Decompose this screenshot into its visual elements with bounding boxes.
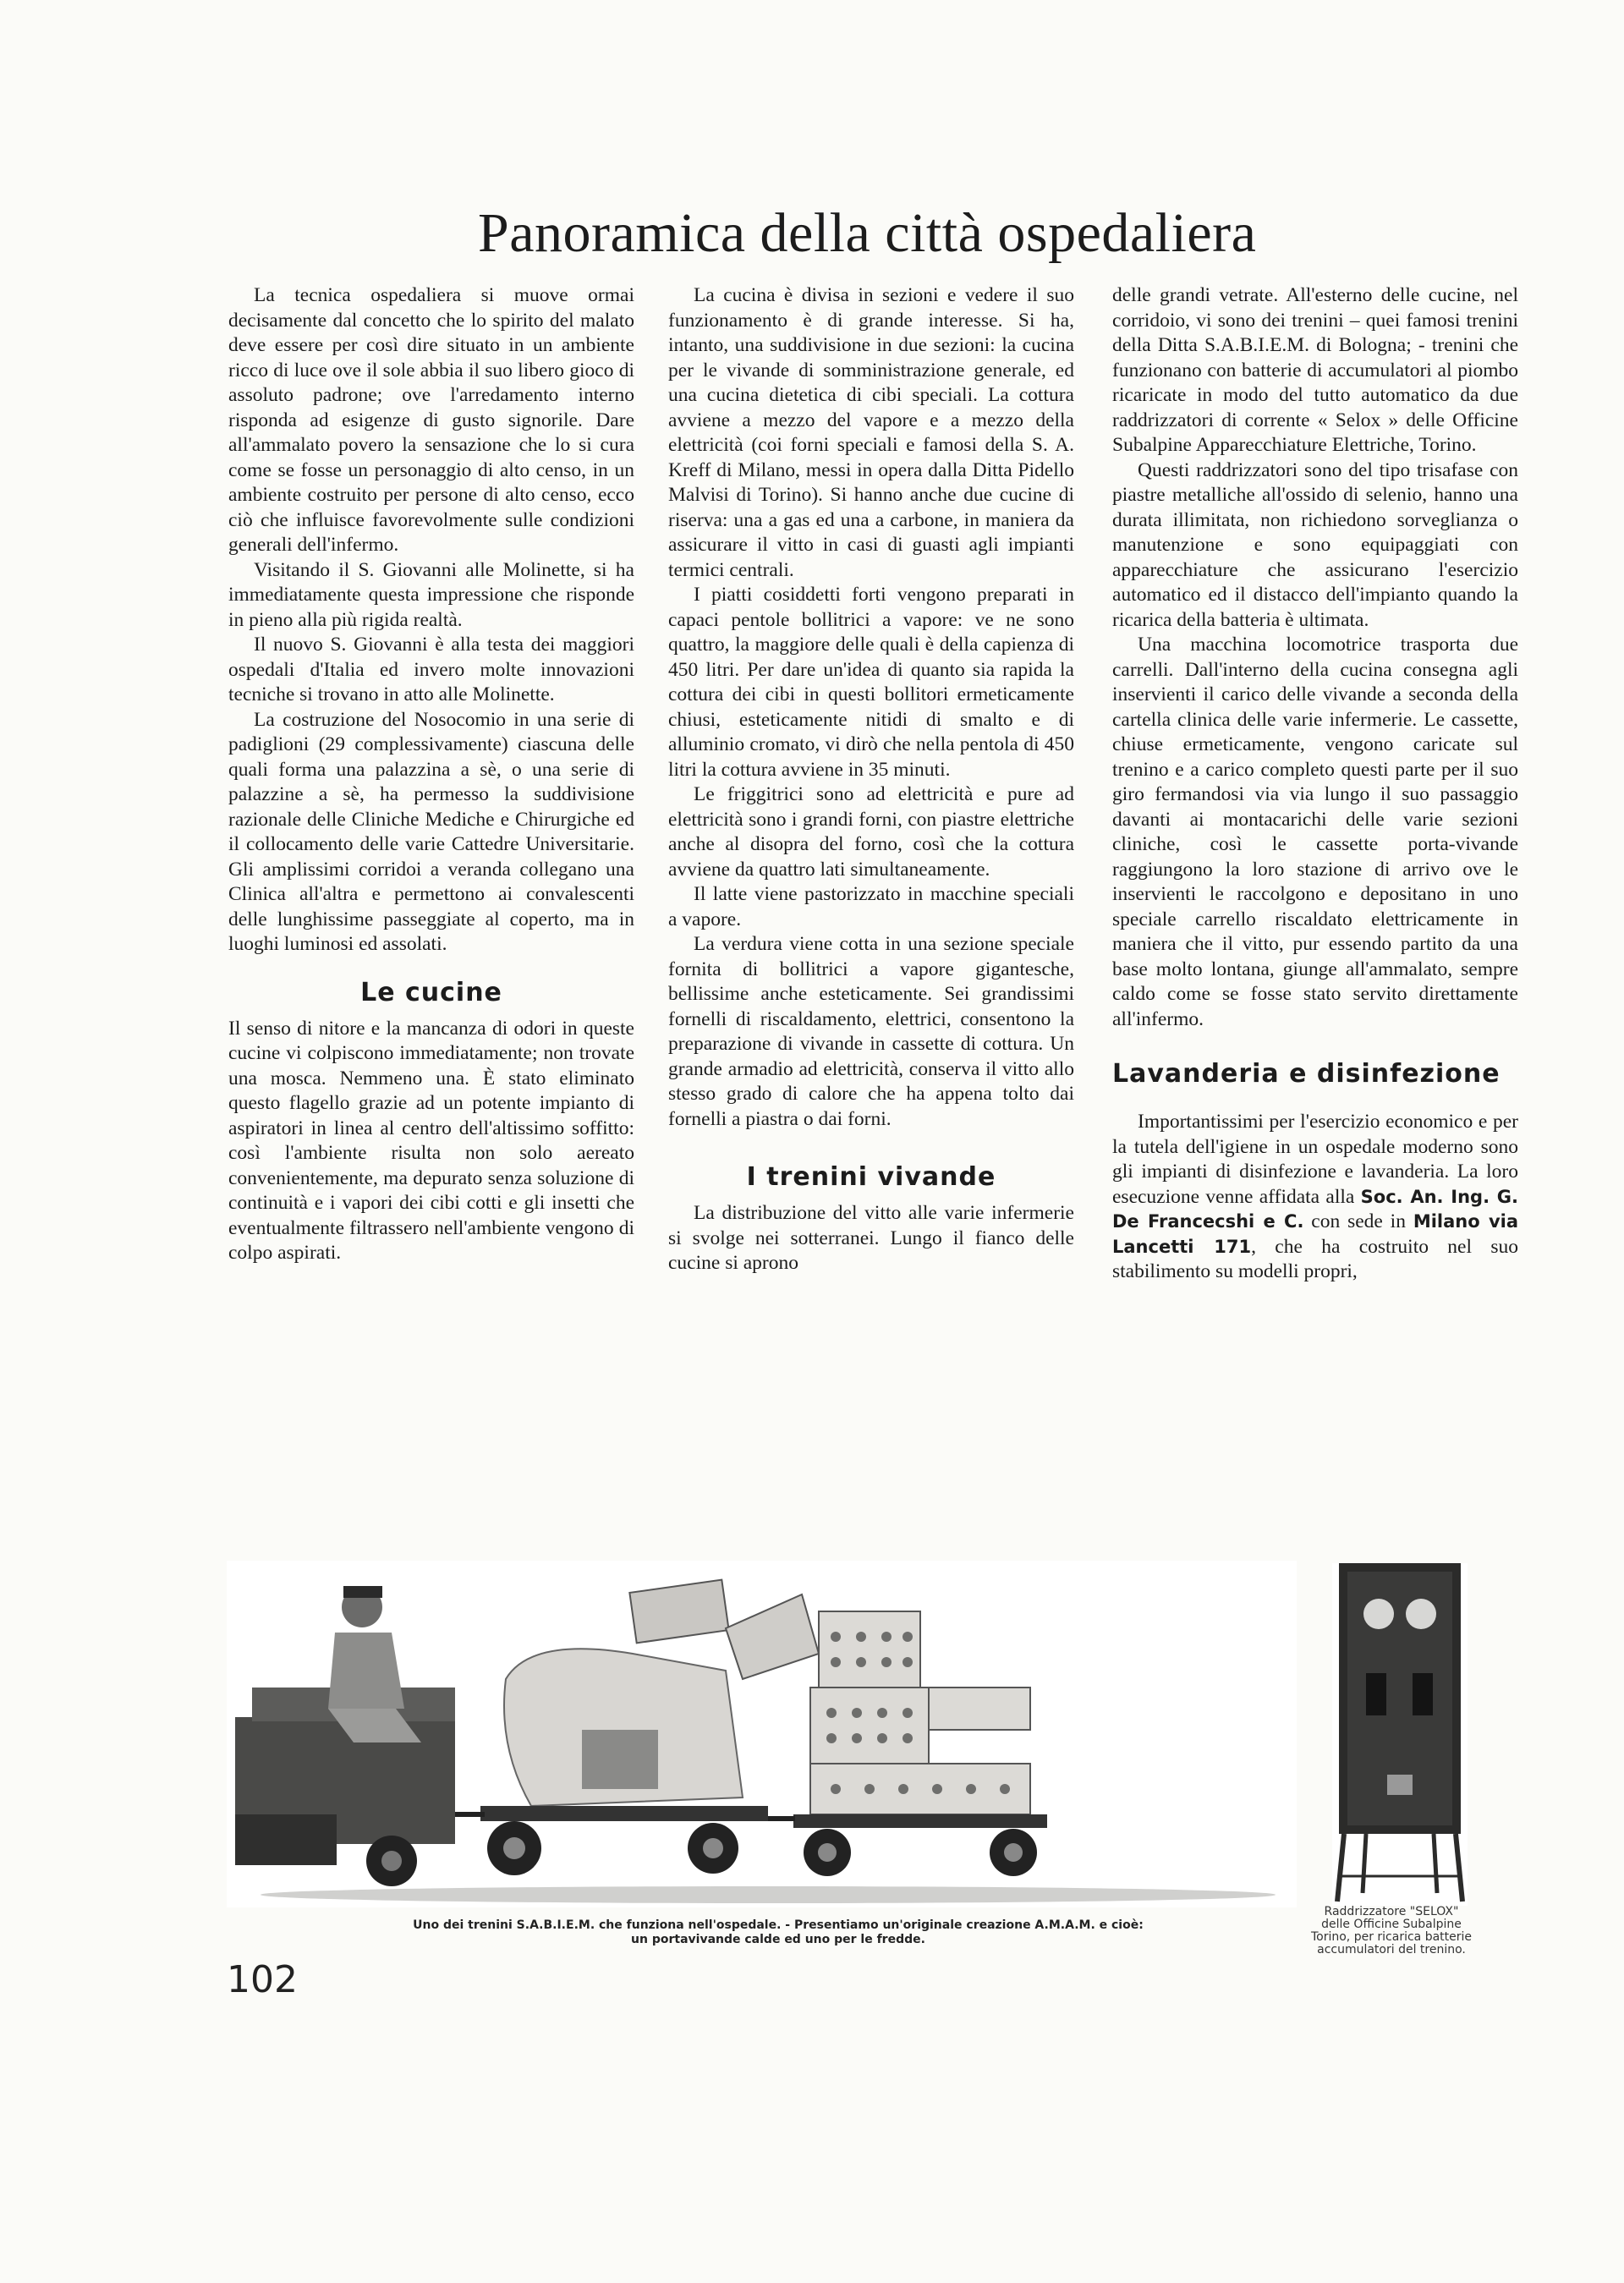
caption-line: accumulatori del trenino. xyxy=(1317,1943,1466,1956)
paragraph xyxy=(1112,1110,1518,1285)
caption-line: Raddrizzatore "SELOX" xyxy=(1324,1905,1459,1918)
rectifier-illustration xyxy=(1332,1563,1468,1906)
text-column-1 xyxy=(228,283,634,1266)
section-heading-lavanderia: Lavanderia e disinfezione xyxy=(1112,1059,1501,1089)
paragraph: Le friggitrici sono ad elettricità e pure ad elettricità sono i grandi forni, con piastre elettriche anche al disopra del forno, così che la cottura avviene da quattro lati simultaneamente. xyxy=(668,783,1074,881)
paragraph: La tecnica ospedaliera si muove ormai decisamente dal concetto che lo spirito del malato deve essere per così dire situato in un ambiente ricco di luce ove il sole abbia il suo libero gioco di assoluto padrone; ove l'arredamento interno risponda ad esigenze di gusto signorile. Dare all'ammalato povero la sensazione che lo si cura come se fosse un personaggio di alto censo, in un ambiente costruito per persone di alto censo, ecco ciò che influisce favorevolmente sulle condizioni generali dell'infermo. xyxy=(228,284,634,556)
company-name: Soc. An. Ing. G. De Francecshi e C. xyxy=(1112,1186,1518,1232)
photo-caption xyxy=(321,1918,1235,1947)
paragraph-text: , che ha costruito nel suo stabilimento su modelli propri, xyxy=(1112,1235,1518,1282)
page-title: Panoramica della città ospedaliera xyxy=(478,202,1257,264)
text-column-2 xyxy=(668,283,1074,1276)
food-train-illustration xyxy=(227,1561,1297,1907)
paragraph: Il nuovo S. Giovanni è alla testa dei maggiori ospedali d'Italia ed invero molte innovazioni tecniche si trovano in atto alle Molinette. xyxy=(228,634,634,705)
caption-line: Uno dei trenini S.A.B.I.E.M. che funziona nell'ospedale. - Presentiamo un'originale creazione A.M.A.M. e cioè: xyxy=(413,1918,1144,1932)
section-heading-cucine: Le cucine xyxy=(360,977,502,1007)
paragraph: La distribuzione del vitto alle varie infermerie si svolge nei sotterranei. Lungo il fianco delle cucine si aprono xyxy=(668,1202,1074,1274)
paragraph: Visitando il S. Giovanni alle Molinette, si ha immediatamente questa impressione che risponde in pieno alla più rigida realtà. xyxy=(228,558,634,631)
page-number: 102 xyxy=(227,1958,298,2001)
paragraph: La cucina è divisa in sezioni e vedere il suo funzionamento è di grande interesse. Si ha, intanto, una suddivisione in due sezioni: la cucina per le vivande di somministrazione generale, ed una cucina dietetica di cibi speciali. La cottura avviene a mezzo del vapore e a mezzo della elettricità (coi forni speciali e famosi della S. A. Kreff di Milano, messi in opera dalla Ditta Pidello Malvisi di Torino). Si hanno anche due cucine di riserva: una a gas ed una a carbone, in maniera da assicurare il vitto in casi di guasti agli impianti termici centrali. xyxy=(668,284,1074,581)
paragraph-text: con sede in xyxy=(1303,1210,1413,1232)
paragraph: La verdura viene cotta in una sezione speciale fornita di bollitrici a vapore gigantesche, bellissime anche esteticamente. Sei grandissimi fornelli di riscaldamento, elettrici, consentono la preparazione di vivande in cassette di cottura. Un grande armadio ad elettricità, conserva il vitto allo stesso grado di calore che ha appena tolto dai fornelli a piastra o dai forni. xyxy=(668,933,1074,1130)
photo-food-train xyxy=(227,1561,1297,1907)
company-address: Milano via Lancetti 171 xyxy=(1112,1211,1518,1257)
paragraph: Una macchina locomotrice trasporta due carrelli. Dall'interno della cucina consegna agli inservienti il carico delle vivande a seconda della cartella clinica delle varie infermerie. Le cassette, chiuse ermeticamente, vengono caricate sul trenino e a carico completo questi parte per il suo giro fermandosi via via lungo il suo passaggio davanti ai montacarichi delle varie sezioni cliniche, così le cassette porta-vivande raggiungono la loro stazione di arrivo ove le inservienti le raccolgono e depositano in uno speciale carrello riscaldato elettricamente in maniera che il vitto, pur essendo partito da una base molto lontana, giunge all'ammalato, sempre caldo come se fosse stato servito direttamente all'infermo. xyxy=(1112,634,1518,1030)
paragraph: Il latte viene pastorizzato in macchine speciali a vapore. xyxy=(668,883,1074,930)
paragraph: Il senso di nitore e la mancanza di odori in queste cucine vi colpiscono immediatamente; non trovate una mosca. Nemmeno una. È stato eliminato questo flagello grazie ad un potente impianto di aspiratori in linea al centro dell'altissimo soffitto: così l'ambiente risulta non solo aereato convenientemente, ma depurato senza soluzione di continuità e i vapori dei cibi cotti e gli insetti che eventualmente filtrassero nell'ambiente vengono di colpo aspirati. xyxy=(228,1017,634,1264)
paragraph-text: Importantissimi per l'esercizio economico e per la tutela dell'igiene in un ospedale moderno sono gli impianti di disinfezione e lavanderia. La loro esecuzione venne affidata alla xyxy=(1112,1111,1518,1208)
rectifier-caption xyxy=(1277,1906,1506,1956)
caption-line: delle Officine Subalpine xyxy=(1321,1918,1462,1931)
section-heading-trenini: I trenini vivande xyxy=(746,1162,996,1192)
paragraph: La costruzione del Nosocomio in una serie di padiglioni (29 complessivamente) ciascuna delle quali forma una palazzina a sè, o una serie di palazzine a sè, ha permesso la suddivisione razionale delle Cliniche Mediche e Chirurgiche ed il collocamento delle varie Cattedre Universitarie. Gli amplissimi corridoi a veranda collegano una Clinica all'altra e permettono ai convalescenti delle lunghissime passeggiate al coperto, ma in luoghi luminosi ed assolati. xyxy=(228,708,634,955)
caption-line: un portavivande calde ed uno per le fredde. xyxy=(631,1933,925,1946)
paragraph: Questi raddrizzatori sono del tipo trisafase con piastre metalliche all'ossido di selenio, hanno una durata illimitata, non richiedono sorveglianza o manutenzione e sono equipaggiati con apparecchiature che assicurano l'esercizio automatico ed il distacco dell'impianto quando la ricarica della batteria è ultimata. xyxy=(1112,458,1518,631)
photo-rectifier xyxy=(1332,1563,1468,1906)
text-column-3 xyxy=(1112,283,1518,1285)
caption-line: Torino, per ricarica batterie xyxy=(1310,1930,1473,1944)
paragraph: I piatti cosiddetti forti vengono preparati in capaci pentole bollitrici a vapore: ve ne sono quattro, la maggiore delle quali è della capienza di 450 litri. Per dare un'idea di quanto sia rapida la cottura dei cibi in questi bollitori ermeticamente chiusi, esteticamente nitidi di smalto e di alluminio cromato, vi dirò che nella pentola di 450 litri la cottura avviene in 35 minuti. xyxy=(668,584,1074,781)
paragraph: delle grandi vetrate. All'esterno delle cucine, nel corridoio, vi sono dei trenini – quei famosi trenini della Ditta S.A.B.I.E.M. di Bologna; - trenini che funzionano con batterie di accumulatori al piombo ricaricate in modo del tutto automatico da due raddrizzatori di corrente « Selox » delle Officine Subalpine Apparecchiature Elettriche, Torino. xyxy=(1112,284,1518,456)
